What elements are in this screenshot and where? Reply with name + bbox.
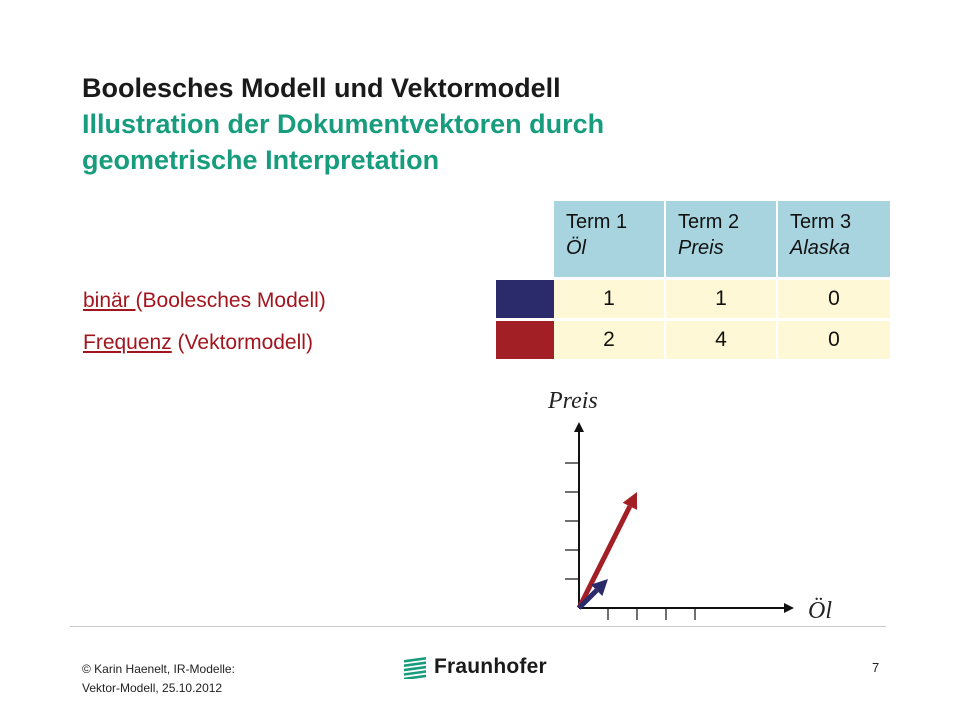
table-cell: 0 [778, 318, 890, 359]
table-cell: 1 [554, 277, 666, 318]
header-term-1-name: Öl [566, 237, 586, 259]
footer-line1: © Karin Haenelt, IR-Modelle: [82, 662, 235, 676]
table-cell: 1 [666, 277, 778, 318]
vector-arrowhead-0 [623, 492, 637, 510]
row-label-binary-rest: (Boolesches Modell) [135, 289, 326, 312]
y-axis-label: Preis [548, 388, 598, 414]
fraunhofer-logo-icon [402, 655, 428, 679]
link-binary[interactable]: binär [83, 289, 136, 312]
x-axis-label: Öl [808, 598, 832, 624]
header-term-3-name: Alaska [790, 237, 851, 259]
row-label-binary [83, 289, 326, 313]
header-term-2 [666, 201, 778, 277]
color-swatch-frequency [496, 318, 554, 359]
fraunhofer-logo [402, 655, 547, 679]
title-main: Boolesches Modell und Vektormodell [82, 73, 561, 103]
title-sub-line2: geometrische Interpretation [82, 145, 440, 175]
logo-text: Fraunhofer [434, 655, 547, 678]
footer-line2: Vektor-Modell, 25.10.2012 [82, 681, 223, 695]
title-sub-line1: Illustration der Dokumentvektoren durch [82, 109, 605, 139]
row-label-frequency [83, 331, 313, 355]
vector-line-0 [579, 506, 630, 608]
term-table [496, 201, 890, 359]
table-row-frequency [496, 318, 890, 359]
table-corner [496, 201, 554, 277]
header-term-2-name: Preis [678, 237, 724, 259]
header-term-1-label: Term 1 [566, 211, 628, 233]
table-cell: 2 [554, 318, 666, 359]
header-term-2-label: Term 2 [678, 211, 740, 233]
color-swatch-binary [496, 277, 554, 318]
vector-arrowhead-1 [591, 579, 608, 596]
table-cell: 0 [778, 277, 890, 318]
header-term-1 [554, 201, 666, 277]
header-term-3 [778, 201, 890, 277]
row-label-frequency-rest: (Vektormodell) [171, 331, 313, 354]
footer-copyright [82, 660, 235, 698]
table-row-binary [496, 277, 890, 318]
table-cell: 4 [666, 318, 778, 359]
footer-divider [70, 626, 886, 627]
link-frequency[interactable]: Frequenz [83, 331, 172, 354]
page-number: 7 [872, 660, 880, 675]
vector-line-1 [579, 590, 597, 608]
slide-title [82, 70, 902, 178]
header-term-3-label: Term 3 [790, 211, 852, 233]
